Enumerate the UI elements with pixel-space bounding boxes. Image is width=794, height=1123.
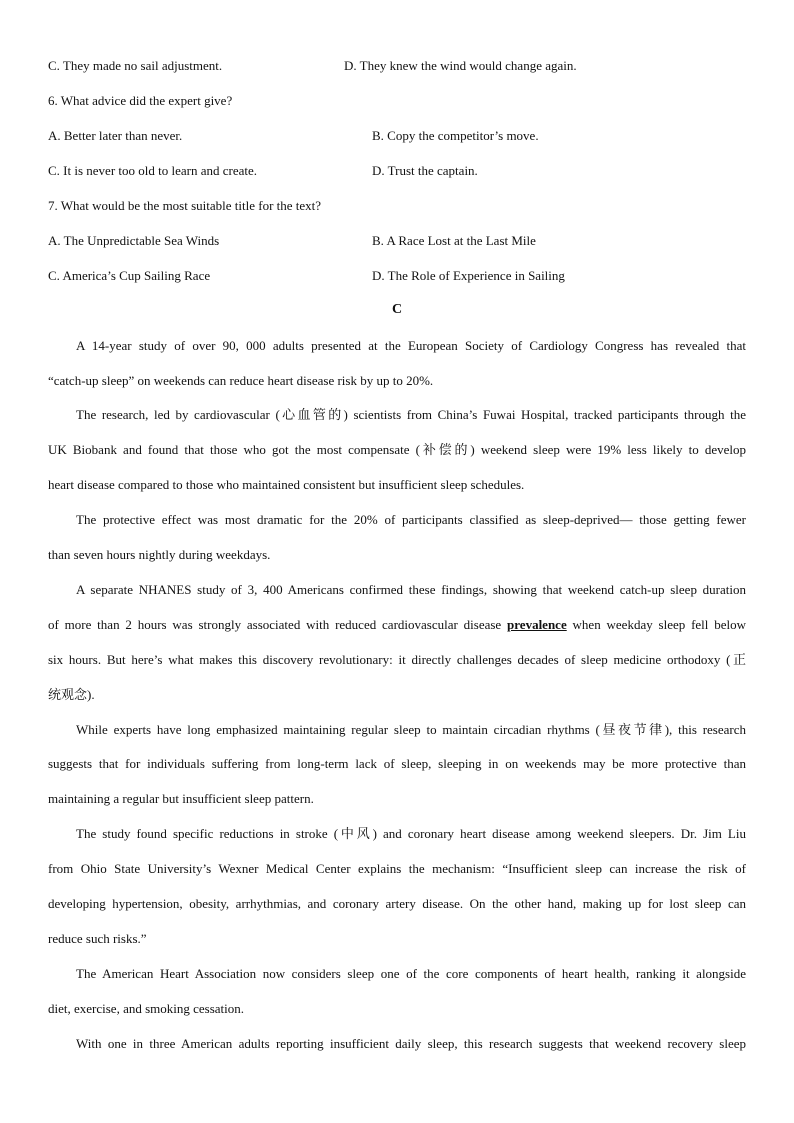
passage-line-14: maintaining a regular but insufficient sleep pattern. (48, 791, 314, 806)
q7-question: 7. What would be the most suitable title for the text? (48, 198, 322, 213)
passage-line-18: reduce such risks.” (48, 931, 147, 946)
passage-line-21: With one in three American adults reporting insufficient daily sleep, this research suggests that weekend recovery sleep (76, 1036, 746, 1051)
q7-option-d: D. The Role of Experience in Sailing (372, 268, 565, 283)
q5-option-d: D. They knew the wind would change again. (344, 58, 577, 73)
passage-line-19: The American Heart Association now considers sleep one of the core components of heart health, ranking it alongside (76, 966, 746, 981)
q6-option-b: B. Copy the competitor’s move. (372, 128, 539, 143)
q7-option-b: B. A Race Lost at the Last Mile (372, 233, 536, 248)
passage-line-16: from Ohio State University’s Wexner Medical Center explains the mechanism: “Insufficient sleep can increase the risk of (48, 861, 746, 876)
passage-line-9-suffix: when weekday sleep fell below (572, 617, 746, 632)
passage-line-9 (48, 617, 746, 633)
q5-option-c: C. They made no sail adjustment. (48, 58, 223, 73)
passage-line-4: UK Biobank and found that those who got the most compensate (补偿的) weekend sleep were 19% less likely to develop (48, 442, 746, 457)
passage-line-1: A 14-year study of over 90, 000 adults presented at the European Society of Cardiology Congress has revealed that (76, 338, 746, 353)
passage-line-6: The protective effect was most dramatic for the 20% of participants classified as sleep-deprived— those getting fewer (76, 512, 746, 527)
passage-line-10: six hours. But here’s what makes this discovery revolutionary: it directly challenges decades of sleep medicine orthodoxy (正 (48, 652, 746, 667)
passage-line-12: While experts have long emphasized maintaining regular sleep to maintain circadian rhythms (昼夜节律), this research (76, 722, 746, 737)
passage-line-11: 统观念). (48, 687, 95, 702)
passage-line-2: “catch-up sleep” on weekends can reduce heart disease risk by up to 20%. (48, 373, 434, 388)
q7-option-a: A. The Unpredictable Sea Winds (48, 233, 220, 248)
passage-line-13: suggests that for individuals suffering from long-term lack of sleep, sleeping in on weekends may be more protective than (48, 756, 746, 771)
passage-line-3: The research, led by cardiovascular (心血管的) scientists from China’s Fuwai Hospital, tracked participants through the (76, 407, 746, 422)
q6-option-d: D. Trust the captain. (372, 163, 478, 178)
q6-option-c: C. It is never too old to learn and create. (48, 163, 258, 178)
passage-line-17: developing hypertension, obesity, arrhythmias, and coronary artery disease. On the other hand, making up for lost sleep can (48, 896, 746, 911)
passage-line-8: A separate NHANES study of 3, 400 Americans confirmed these findings, showing that weekend catch-up sleep duration (76, 582, 746, 597)
keyword-prevalence: prevalence (507, 617, 567, 632)
passage-line-20: diet, exercise, and smoking cessation. (48, 1001, 245, 1016)
passage-line-15: The study found specific reductions in stroke (中风) and coronary heart disease among weekend sleepers. Dr. Jim Liu (76, 826, 746, 841)
passage-line-5: heart disease compared to those who maintained consistent but insufficient sleep schedules. (48, 477, 525, 492)
q7-option-c: C. America’s Cup Sailing Race (48, 268, 211, 283)
passage-line-9-prefix: of more than 2 hours was strongly associated with reduced cardiovascular disease (48, 617, 502, 632)
passage-line-7: than seven hours nightly during weekdays. (48, 547, 271, 562)
q6-question: 6. What advice did the expert give? (48, 93, 233, 108)
passage-heading: C (391, 302, 403, 317)
q6-option-a: A. Better later than never. (48, 128, 183, 143)
